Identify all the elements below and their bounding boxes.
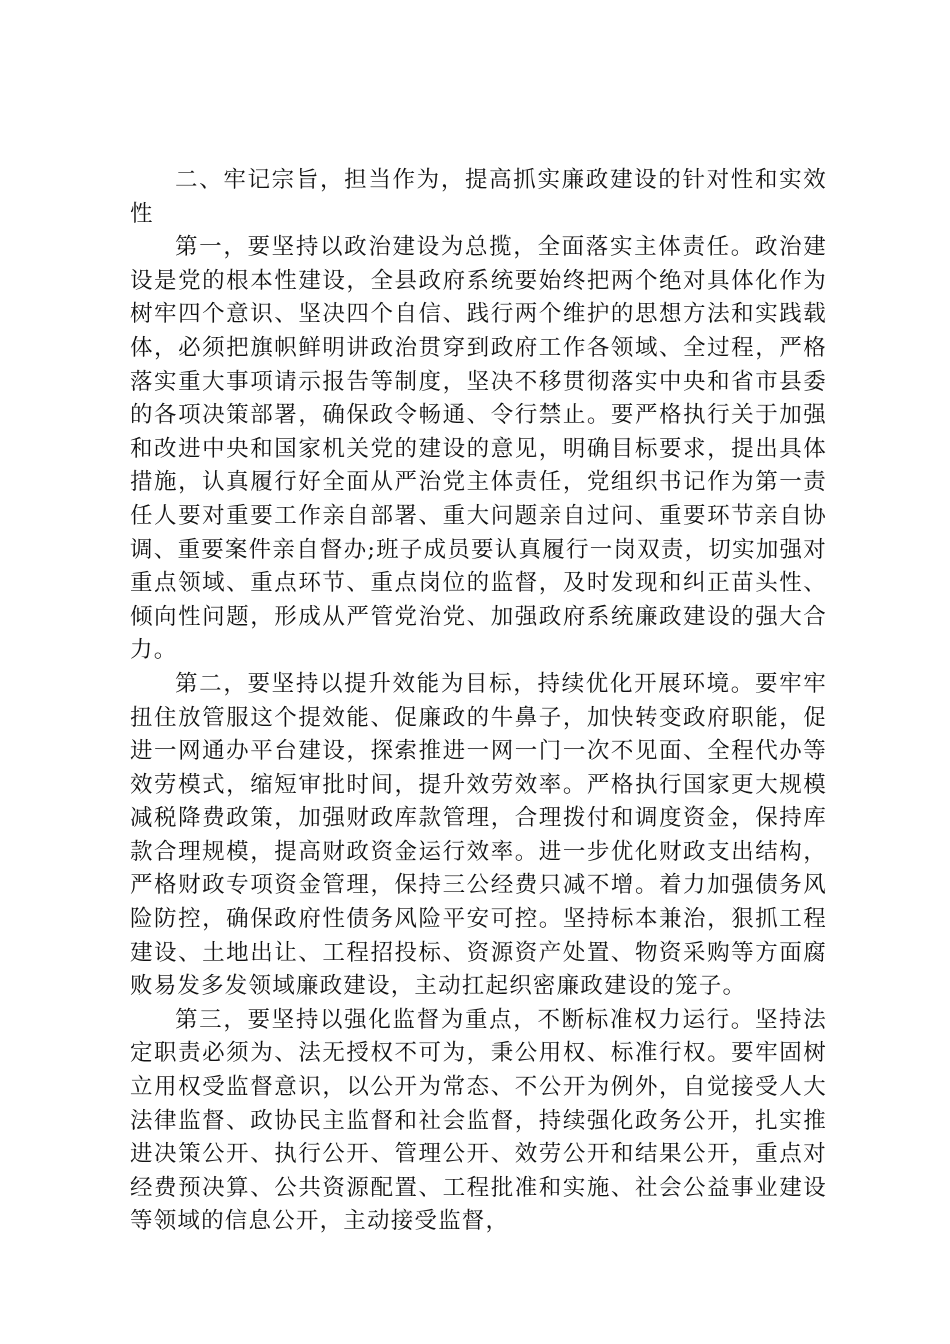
paragraph-first: 第一，要坚持以政治建设为总揽，全面落实主体责任。政治建设是党的根本性建设，全县政府系统要始终把两个绝对具体化作为树牢四个意识、坚决四个自信、践行两个维护的思想方法和实践载体，必须把旗帜鲜明讲政治贯穿到政府工作各领域、全过程，严格落实重大事项请示报告等制度，坚决不移贯彻落实中央和省市县委的各项决策部署，确保政令畅通、令行禁止。要严格执行关于加强和改进中央和国家机关党的建设的意见，明确目标要求，提出具体措施，认真履行好全面从严治党主体责任，党组织书记作为第一责任人要对重要工作亲自部署、重大问题亲自过问、重要环节亲自协调、重要案件亲自督办;班子成员要认真履行一岗双责，切实加强对重点领域、重点环节、重点岗位的监督，及时发现和纠正苗头性、倾向性问题，形成从严管党治党、加强政府系统廉政建设的强大合力。 xyxy=(130,234,827,664)
section-heading: 二、牢记宗旨，担当作为，提高抓实廉政建设的针对性和实效性 xyxy=(130,167,827,227)
paragraph-third: 第三，要坚持以强化监督为重点，不断标准权力运行。坚持法定职责必须为、法无授权不可为，秉公用权、标准行权。要牢固树立用权受监督意识，以公开为常态、不公开为例外，自觉接受人大法律监督、政协民主监督和社会监督，持续强化政务公开，扎实推进决策公开、执行公开、管理公开、效劳公开和结果公开，重点对经费预决算、公共资源配置、工程批准和实施、社会公益事业建设等领域的信息公开，主动接受监督， xyxy=(130,1006,827,1235)
paragraph-second: 第二，要坚持以提升效能为目标，持续优化开展环境。要牢牢扭住放管服这个提效能、促廉政的牛鼻子，加快转变政府职能，促进一网通办平台建设，探索推进一网一门一次不见面、全程代办等效劳模式，缩短审批时间，提升效劳效率。严格执行国家更大规模减税降费政策，加强财政库款管理，合理拨付和调度资金，保持库款合理规模，提高财政资金运行效率。进一步优化财政支出结构，严格财政专项资金管理，保持三公经费只减不增。着力加强债务风险防控，确保政府性债务风险平安可控。坚持标本兼治，狠抓工程建设、土地出让、工程招投标、资源资产处置、物资采购等方面腐败易发多发领域廉政建设，主动扛起织密廉政建设的笼子。 xyxy=(130,670,827,1000)
document-body xyxy=(130,164,827,1239)
